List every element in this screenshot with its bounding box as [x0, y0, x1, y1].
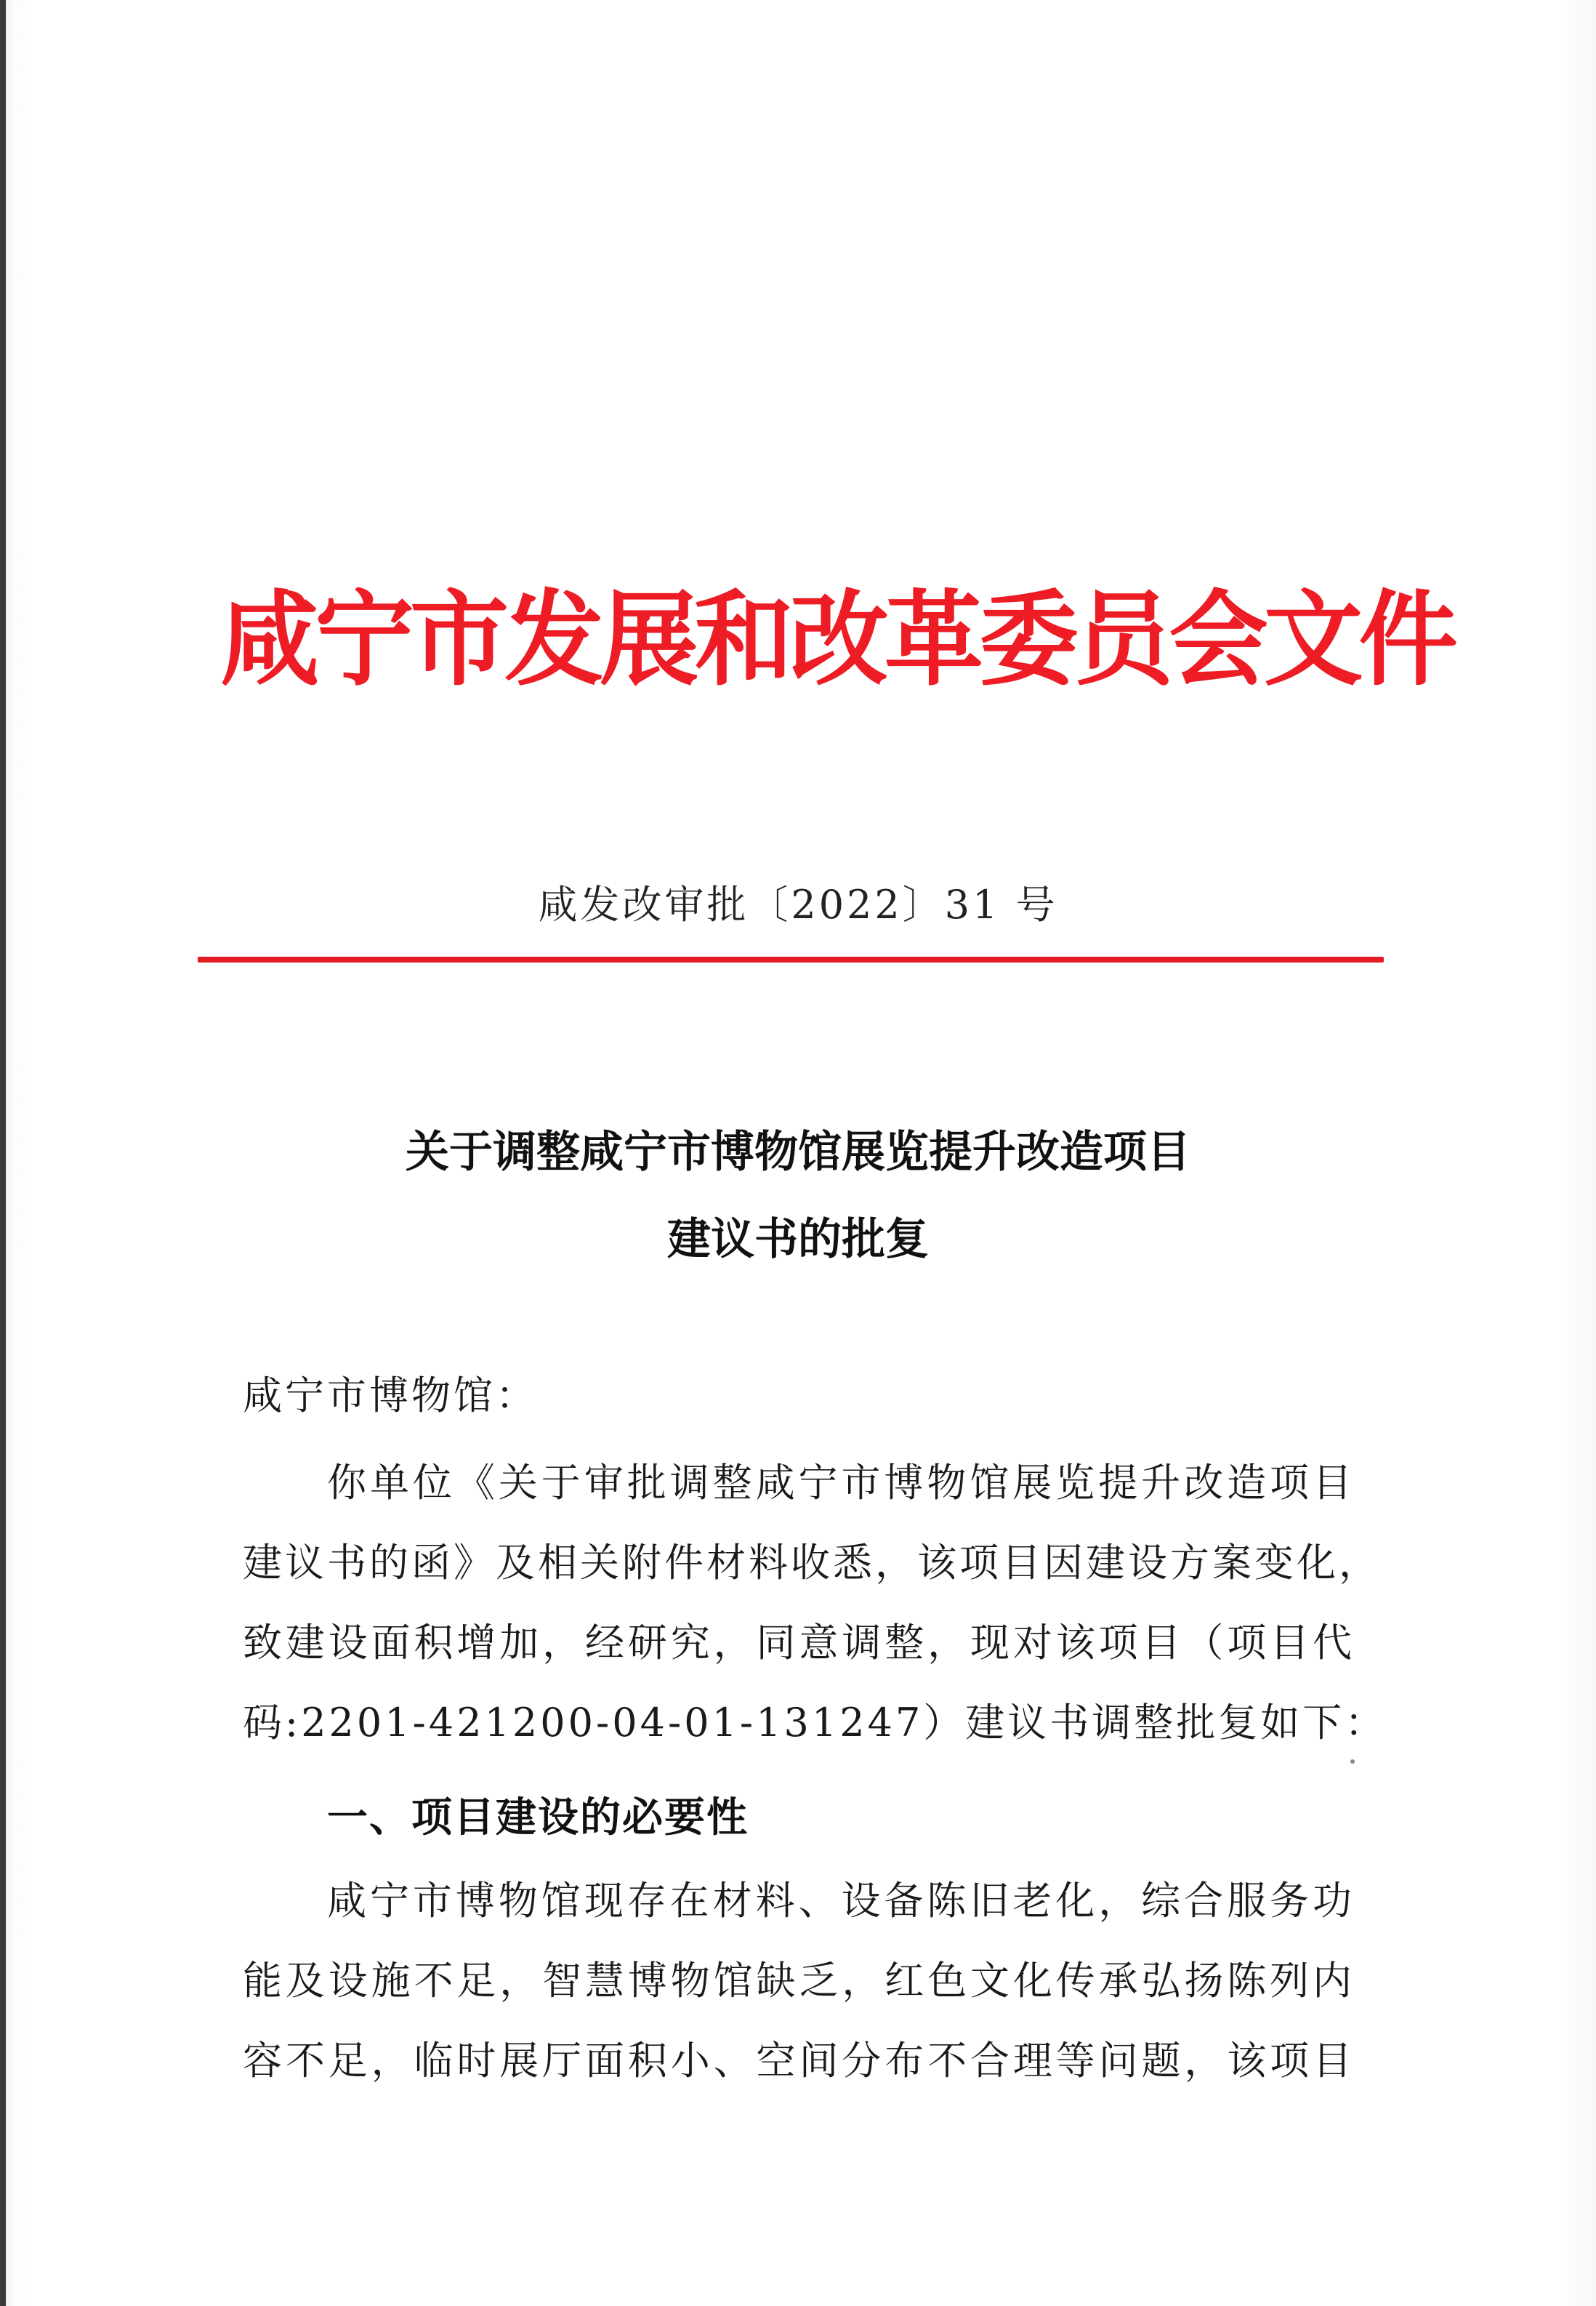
scan-speck — [1350, 1759, 1355, 1764]
addressee: 咸宁市博物馆： — [243, 1373, 538, 1418]
document-title-line-1: 关于调整咸宁市博物馆展览提升改造项目 — [406, 1127, 1190, 1178]
body-paragraph-1-line-1: 你单位《关于审批调整咸宁市博物馆展览提升改造项目 — [327, 1460, 1355, 1506]
body-paragraph-1-line-4: 码:2201-421200-04-01-131247）建议书调整批复如下： — [243, 1700, 1387, 1745]
document-number: 咸发改审批〔2022〕31 号 — [538, 882, 1058, 928]
red-separator-rule — [198, 957, 1384, 963]
body-paragraph-1-line-2: 建议书的函》及相关附件材料收悉，该项目因建设方案变化， — [243, 1540, 1381, 1586]
issuer-masthead: 咸宁市发展和改革委员会文件 — [219, 579, 1454, 700]
body-paragraph-2-line-1: 咸宁市博物馆现存在材料、设备陈旧老化，综合服务功 — [327, 1878, 1355, 1924]
section-heading-1: 一、项目建设的必要性 — [327, 1793, 749, 1841]
document-title-line-2: 建议书的批复 — [667, 1214, 929, 1265]
body-paragraph-1-line-3: 致建设面积增加，经研究，同意调整，现对该项目（项目代 — [243, 1620, 1355, 1666]
body-paragraph-2-line-2: 能及设施不足，智慧博物馆缺乏，红色文化传承弘扬陈列内 — [243, 1958, 1355, 2004]
body-paragraph-2-line-3: 容不足，临时展厅面积小、空间分布不合理等问题，该项目 — [243, 2038, 1355, 2084]
